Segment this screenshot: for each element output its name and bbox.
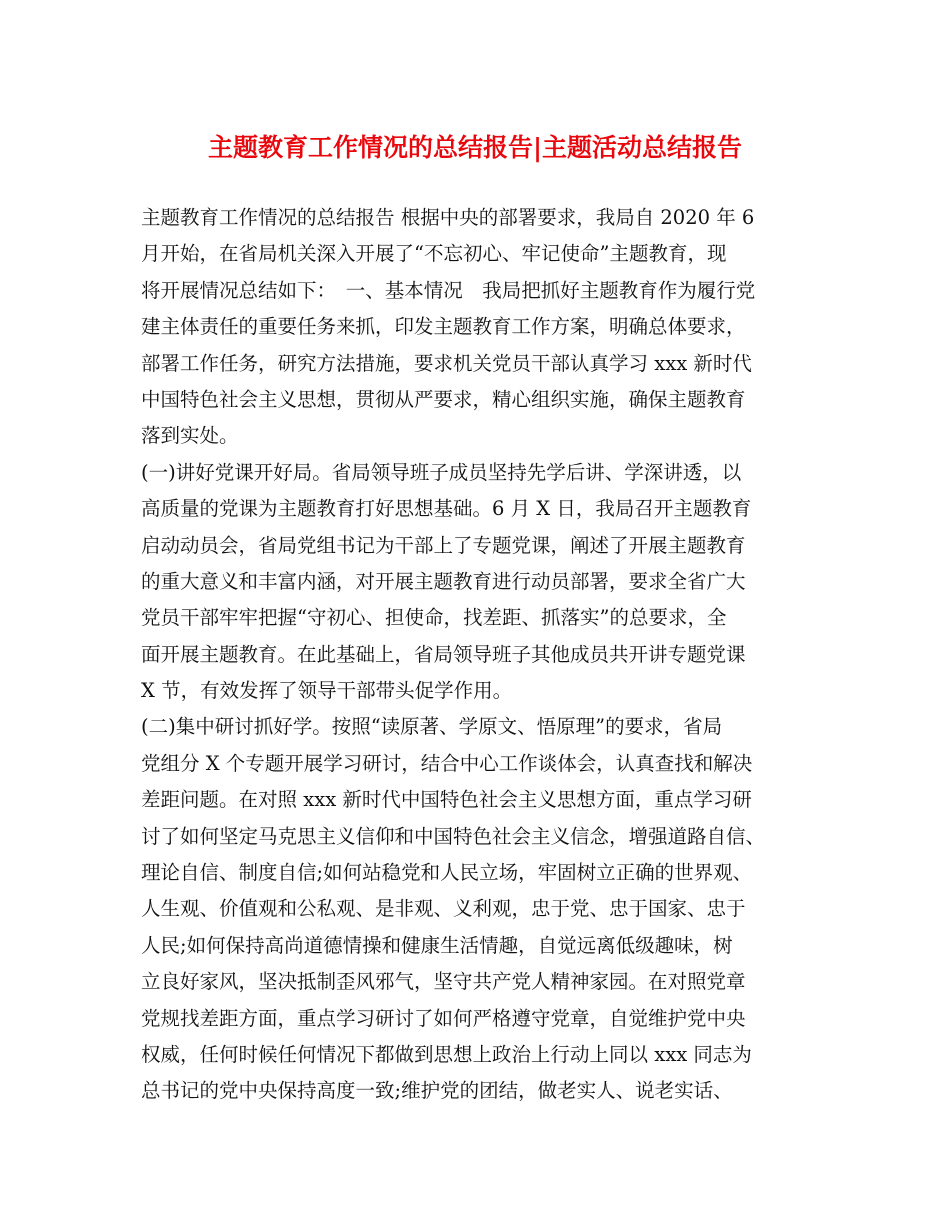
body-line: 将开展情况总结如下： 一、基本情况 我局把抓好主题教育作为履行党 <box>141 278 756 302</box>
body-line: 面开展主题教育。在此基础上，省局领导班子其他成员共开讲专题党课 <box>141 642 746 666</box>
body-line: 立良好家风，坚决抵制歪风邪气，坚守共产党人精神家园。在对照党章 <box>141 970 746 994</box>
body-line: 建主体责任的重要任务来抓，印发主题教育工作方案，明确总体要求， <box>141 315 746 339</box>
body-line: 主题教育工作情况的总结报告 根据中央的部署要求，我局自 2020 年 6 <box>141 206 755 229</box>
body-line: (二)集中研讨抓好学。按照“读原著、学原文、悟原理”的要求，省局 <box>141 715 723 739</box>
body-line: 月开始，在省局机关深入开展了“不忘初心、牢记使命”主题教育，现 <box>141 242 727 266</box>
body-line: 人民;如何保持高尚道德情操和健康生活情趣，自觉远离低级趣味，树 <box>141 933 733 957</box>
body-line: 人生观、价值观和公私观、是非观、义利观，忠于党、忠于国家、忠于 <box>141 897 746 921</box>
body-line: 启动动员会，省局党组书记为干部上了专题党课，阐述了开展主题教育 <box>141 533 746 557</box>
document-body <box>141 200 831 1110</box>
body-line: 部署工作任务，研究方法措施，要求机关党员干部认真学习 xxx 新时代 <box>141 351 752 375</box>
body-line: 高质量的党课为主题教育打好思想基础。6 月 X 日，我局召开主题教育 <box>141 497 752 521</box>
body-line: 党员干部牢牢把握“守初心、担使命，找差距、抓落实”的总要求，全 <box>141 606 727 630</box>
body-line: 理论自信、制度自信;如何站稳党和人民立场，牢固树立正确的世界观、 <box>141 861 753 885</box>
body-line: 的重大意义和丰富内涵，对开展主题教育进行动员部署，要求全省广大 <box>141 569 746 593</box>
body-line: 讨了如何坚定马克思主义信仰和中国特色社会主义信念，增强道路自信、 <box>141 824 766 848</box>
body-line: (一)讲好党课开好局。省局领导班子成员坚持先学后讲、学深讲透，以 <box>141 460 742 484</box>
body-line: 权威，任何时候任何情况下都做到思想上政治上行动上同以 xxx 同志为 <box>141 1042 752 1066</box>
body-line: 党规找差距方面，重点学习研讨了如何严格遵守党章，自觉维护党中央 <box>141 1006 746 1030</box>
body-line: 党组分 X 个专题开展学习研讨，结合中心工作谈体会，认真查找和解决 <box>141 751 753 775</box>
body-line: 总书记的党中央保持高度一致;维护党的团结，做老实人、说老实话、 <box>141 1079 733 1103</box>
body-line: X 节，有效发挥了领导干部带头促学作用。 <box>141 679 513 703</box>
document-title: 主题教育工作情况的总结报告|主题活动总结报告 <box>207 133 743 162</box>
body-line: 落到实处。 <box>141 424 239 448</box>
body-line: 差距问题。在对照 xxx 新时代中国特色社会主义思想方面，重点学习研 <box>141 788 752 812</box>
body-line: 中国特色社会主义思想，贯彻从严要求，精心组织实施，确保主题教育 <box>141 387 746 411</box>
